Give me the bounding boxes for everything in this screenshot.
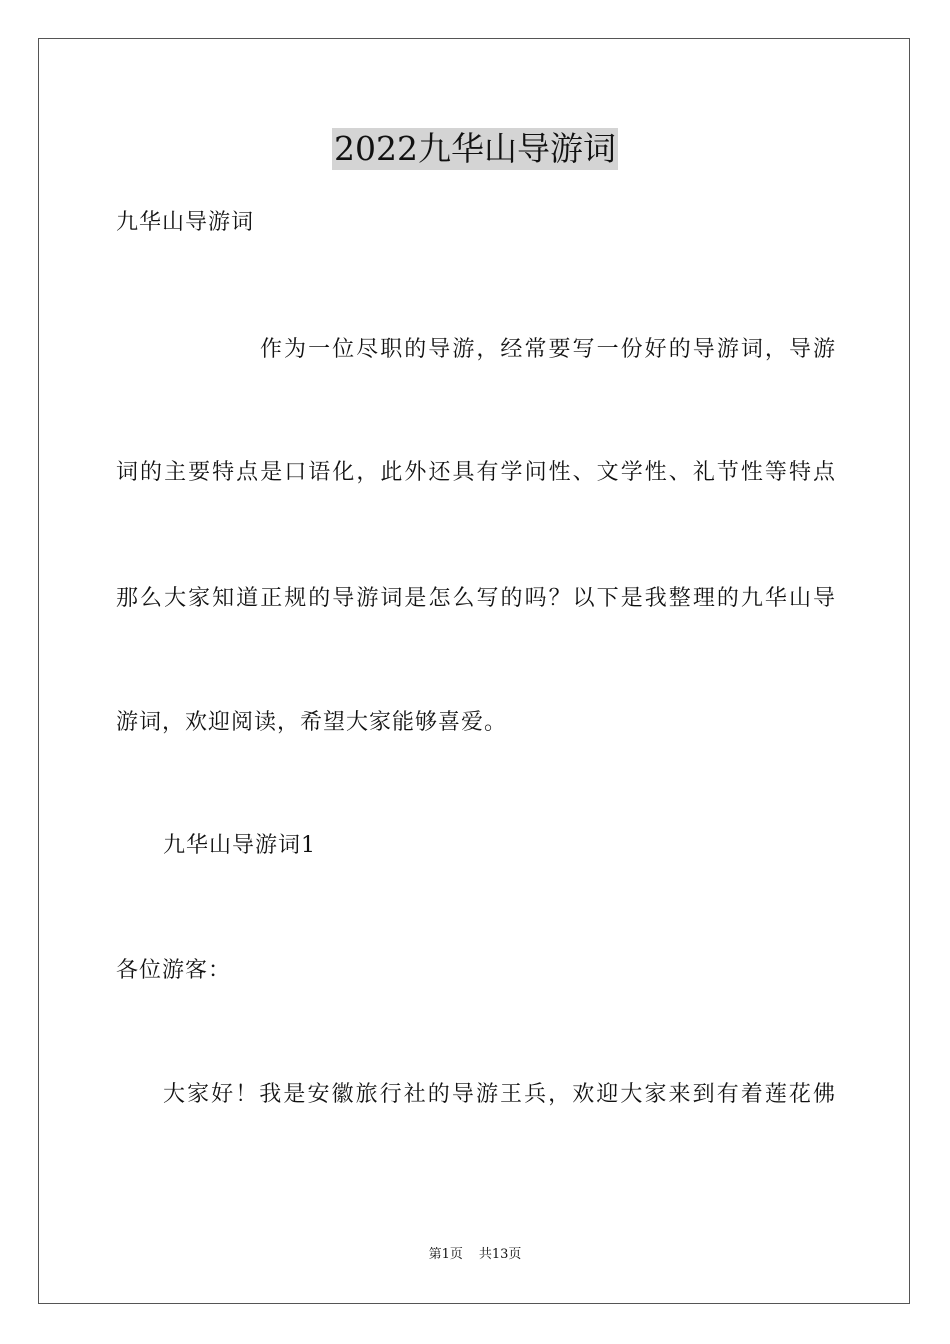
body-line-1: 大家好！我是安徽旅行社的导游王兵，欢迎大家来到有着莲花佛 xyxy=(163,1082,836,1107)
document-subtitle: 九华山导游词 xyxy=(116,210,255,235)
intro-line-2: 词的主要特点是口语化，此外还具有学问性、文学性、礼节性等特点 xyxy=(116,460,836,485)
greeting-text: 各位游客： xyxy=(116,958,232,983)
page-total: 共13页 xyxy=(478,1247,522,1262)
intro-line-1: 作为一位尽职的导游，经常要写一份好的导游词，导游 xyxy=(260,337,836,362)
page-number: 第1页 xyxy=(428,1247,463,1262)
title-container xyxy=(0,128,950,170)
intro-line-3: 那么大家知道正规的导游词是怎么写的吗？以下是我整理的九华山导 xyxy=(116,586,836,611)
document-title: 2022九华山导游词 xyxy=(334,129,616,168)
section-heading: 九华山导游词1 xyxy=(163,833,316,858)
intro-line-4: 游词，欢迎阅读，希望大家能够喜爱。 xyxy=(116,710,508,735)
page-footer xyxy=(0,1246,950,1264)
